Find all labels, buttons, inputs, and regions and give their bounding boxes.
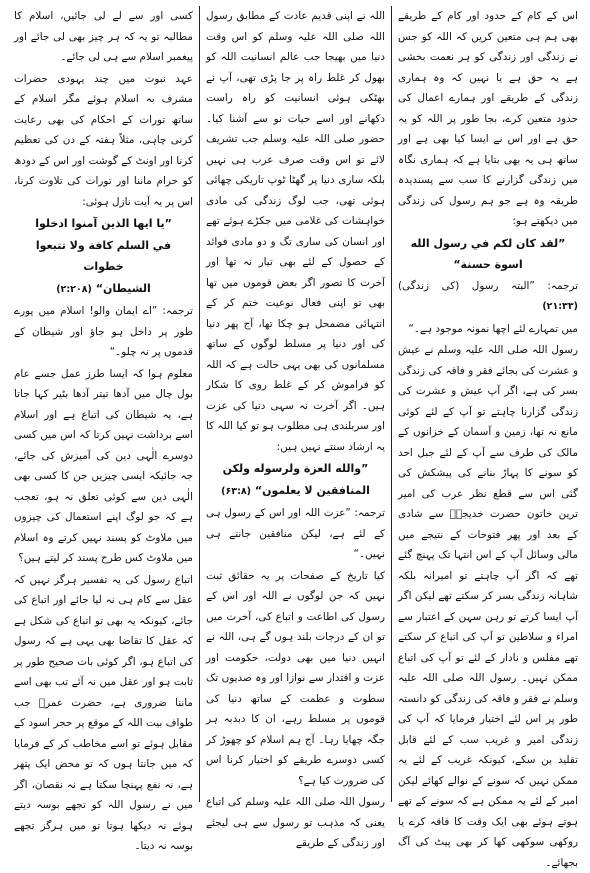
paragraph: اتباع رسول کی یہ تفسیر ہرگز نہیں کہ عقل سے کام ہی نہ لیا جائے اور اتباع کی جائے، کیونکہ یہ بھی تو اتباع کی شکل ہے کہ عقل کا تقاضا بھی یہی ہے کہ رسول کی اتباع ہو، اگر کوئی بات صحیح طور پر ثابت ہو اور عقل میں نہ آئے تب بھی اسے ماننا ضروری ہے، حضرت عمرؓ جب طواف بیت اللہ کے موقع پر حجر اسود کے مقابل ہوئے تو اسے مخاطب کر کے فرمایا کہ میں جانتا ہوں کہ تو محض ایک پتھر ہے، نہ نفع پہنچا سکتا ہے نہ نقصان، اگر میں نے رسول اللہ کو تجھے بوسہ دیتے ہوئے نہ دیکھا ہوتا تو میں ہرگز تجھے بوسہ نہ دیتا۔ [14,573,193,852]
translation: ترجمہ: ”اے ایمان والو! اسلام میں پورے طور پر داخل ہو جاؤ اور شیطان کے قدموں پر نہ چلو۔“ [14,305,193,358]
column-left [8,6,200,852]
translation-text: ترجمہ: ”البتہ رسول (کی زندگی) [398,279,578,292]
paragraph: کسی اور سے لے لی جائیں، اسلام کا مطالبہ تو یہ کہ ہر چیز بھی لی جائے اور پیغمبر اسلام سے ہی لی جائے۔ [14,10,193,63]
arabic-verse: ”يا ايها الذين آمنوا ادخلوا [35,217,172,230]
paragraph: اللہ نے اپنی قدیم عادت کے مطابق رسول اللہ صلی اللہ علیہ وسلم کو اس وقت دنیا میں بھیجا جب عالم انسانیت اللہ کو بھول کر غلط راہ پر جا پڑی تھی، آپ نے بھٹکی ہوئی انسانیت کو راہ راست دکھانے اور اسے حیات نو سے آشنا کیا۔ حضور صلی اللہ علیہ وسلم جب تشریف لائے تو اس وقت صرف عرب ہی نہیں بلکہ ساری دنیا پر گھٹا ٹوپ تاریکی چھائی ہوئی تھی، جب لوگ زندگی کی مادی خواہشات کی غلامی میں جکڑے ہوئے تھے اور انسان کی ساری تگ و دو مادی فوائد کے حصول کے لئے بھی تیار نہ تھا اور آخرت کا تصور اگر بعض قوموں میں تھا بھی تو اپنی فعال نوعیت ختم کر کے انتہائی مضمحل ہو چکا تھا، آج پھر دنیا کی اور دنیا پر مسلط لوگوں کے ساتھ مسلمانوں کی بھی یہی حالت ہے کہ اللہ کو فراموش کر کے غلط روی کا شکار ہیں۔ اگر آخرت نہ سہی دنیا کی عزت اور سربلندی ہی مطلوب ہو تو کیا اللہ کا یہ ارشاد سنتے نہیں ہیں: [206,10,385,453]
paragraph: رسول اللہ صلی اللہ علیہ وسلم نے عیش و عشرت کی بجائے فقر و فاقہ کی زندگی بسر کی ہے، اگر آپ عیش و عشرت کی زندگی گزارنا چاہتے تو آپ کے لئے کوئی مانع نہ تھا، زمین و آسمان کے خزانوں کے مالک کی طرف سے آپ کے لئے جبل احد کو سونے کا پہاڑ بنانے کی پیشکش کی گئی اس سے قطع نظر عرب کی امیر ترین خاتون حضرت خدیجہؓ سے شادی کے بعد اور پھر فتوحات کے نتیجے میں مالی وسائل آپ کے اس انتہا تک پہنچ گئے تھے کہ اگر آپ چاہتے تو امیرانہ بلکہ شاہانہ زندگی بسر کر سکتے تھے لیکن اگر آپ ایسا کرتے تو رہن سہن کے اعتبار سے امراء و سلاطین تو آپ کی اتباع کر سکتے تھے مفلس و نادار کے لئے تو آپ کی اتباع ممکن نہیں۔ رسول اللہ صلی اللہ علیہ وسلم نے فقر و فاقہ کی زندگی کو دانستہ طور پر اس لئے اختیار فرمایا کہ آپ کی زندگی امیر و غریب سب کے لئے قابل تقلید بن سکے، کیونکہ غریب کے لئے یہ ممکن نہیں کہ سونے کے نوالے کھائے لیکن امیر کے لئے یہ ممکن ہے کہ سونے کے تھے ہوتے ہوئے بھی ایک وقت کا فاقہ کرے یا روکھی سوکھی کھا کر بھی پیٹ کی آگ بجھائے۔ [398,344,578,869]
paragraph: میں تمہارے لئے اچھا نمونہ موجود ہے۔“ [408,322,578,335]
arabic-verse: ”والله العزة ولرسوله ولكن [222,462,369,475]
paragraph: رسول اللہ صلی اللہ علیہ وسلم کی اتباع یعنی کہ مذہب تو رسول سے ہی لیجئے اور زندگی کے طریقے [206,796,385,849]
column-middle [200,6,392,849]
verse-reference: (۲:۲۰۸) [56,284,92,295]
verse-reference: (۲۱:۳۳) [542,301,578,312]
paragraph: معلوم ہوا کہ ایسا طرز عمل جسے عام بول چال میں آدھا تیتر آدھا بٹیر کہا جاتا ہے، یہ شیطان کی اتباع ہے اور اسلام اسے برداشت نہیں کرتا کہ اس میں کسی دوسرے الٰہی دین کی آمیزش کی جائے، جہ جائیکہ ایسی چیزیں جن کا کسی بھی الٰہی دین سے کوئی تعلق نہ ہو، تعجب ہے کہ جو لوگ اپنے استعمال کی چیزوں میں ملاوٹ کو پسند نہیں کرتے وہ اسلام میں ملاوٹ کس طرح پسند کر لیتے ہیں؟ [14,367,193,564]
paragraph: عہد نبوت میں چند یہودی حضرات مشرف بہ اسلام ہوئے مگر اسلام کے ساتھ تورات کے احکام کی بھی رعایت کرنی چاہی، مثلاً ہفتہ کے دن کی تعظیم کرنا اور اونٹ کے گوشت اور اس کے دودھ کو حرام ماننا اور تورات کی تلاوت کرنا، اس پر یہ آیت نازل ہوئی: [14,72,193,208]
verse-text: المنافقين لا يعلمون“ [254,484,370,497]
translation [398,276,578,318]
arabic-verse: ”لقد كان لكم في رسول الله اسوة حسنة“ [410,236,566,271]
arabic-verse [14,278,193,300]
paragraph: کیا تاریخ کے صفحات پر یہ حقائق ثبت نہیں کہ جن لوگوں نے اللہ اور اس کے رسول کی اطاعت و اتباع کی، آخرت میں تو ان کے درجات بلند ہوں گے ہی، اللہ نے انہیں دنیا میں بھی دولت، حکومت اور عزت و اقتدار سے نوازا اور وہ صدیوں تک سطوت و عظمت کے ساتھ دنیا کی قوموں پر مسلط رہے، ان کا دبدبہ ہر جگہ چھایا رہا۔ آج ہم اسلام کو چھوڑ کر کسی دوسرے طریقے کو اختیار کرنا اس کی ضرورت کیا ہے؟ [206,569,385,787]
arabic-verse [206,480,385,502]
arabic-verse: في السلم كافة ولا تتبعوا خطوات [35,239,172,273]
column-right [392,6,584,869]
translation: ترجمہ: ”عزت اللہ اور اس کے رسول ہی کے لئے ہے، لیکن منافقین جانتے ہی نہیں۔“ [206,507,385,560]
paragraph: اس کے کام کے حدود اور کام کے طریقے بھی ہم ہی متعین کریں کہ اللہ کو جس نے زندگی اور زندگی کو ہر نعمت بخشی ہے یہ حق ہے یا نہیں کہ وہ ہماری زندگی کے طریقے اور ہمارے اعمال کی حدود متعین کرے، بجا طور پر اللہ کو یہ حق ہے اور اس نے ایسا کیا بھی ہے اور ساتھ ہی یہ بھی بتایا ہے کہ ہماری نگاہ میں زندگی گزارنے کا سب سے پسندیدہ طریقہ وہ ہے جو ہم رسول کی زندگی میں دیکھتے ہو: [398,10,578,227]
verse-reference: (۶۳:۸) [221,486,252,497]
verse-text: الشيطان“ [95,282,151,295]
